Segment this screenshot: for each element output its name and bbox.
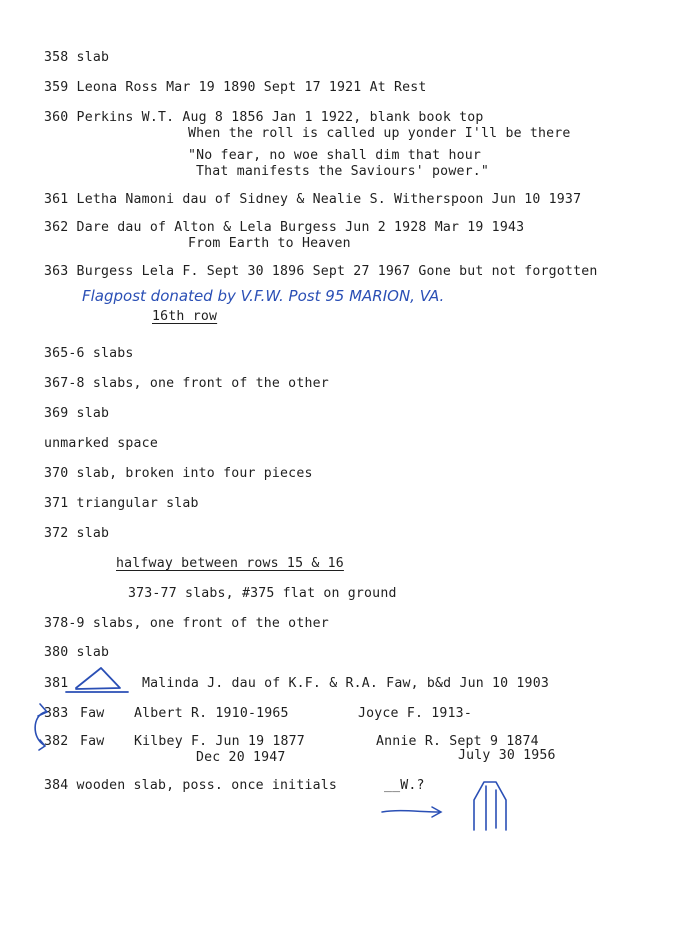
- entry-373-77: 373-77 slabs, #375 flat on ground: [128, 586, 397, 601]
- entry-382-number: 382: [44, 734, 69, 749]
- entry-363: 363 Burgess Lela F. Sept 30 1896 Sept 27 1967 Gone but not forgotten: [44, 264, 598, 279]
- entry-378-9: 378-9 slabs, one front of the other: [44, 616, 329, 631]
- entry-382-annie: Annie R. Sept 9 1874: [376, 734, 539, 749]
- entry-367-8: 367-8 slabs, one front of the other: [44, 376, 329, 391]
- halfway-heading: halfway between rows 15 & 16: [116, 556, 344, 571]
- entry-383-number: 383: [44, 706, 69, 721]
- swap-arrow-icon: [35, 704, 47, 750]
- entry-360: 360 Perkins W.T. Aug 8 1856 Jan 1 1922, blank book top: [44, 110, 484, 125]
- entry-369: 369 slab: [44, 406, 110, 421]
- entry-359: 359 Leona Ross Mar 19 1890 Sept 17 1921 At Rest: [44, 80, 427, 95]
- entry-360-line4: That manifests the Saviours' power.": [196, 164, 490, 179]
- entry-381-number: 381: [44, 676, 69, 691]
- entry-360-line2: When the roll is called up yonder I'll be there: [188, 126, 571, 141]
- entry-381-text: Malinda J. dau of K.F. & R.A. Faw, b&d Jun 10 1903: [142, 676, 549, 691]
- entry-360-line3: "No fear, no woe shall dim that hour: [188, 148, 482, 163]
- entry-362-line2: From Earth to Heaven: [188, 236, 351, 251]
- entry-371: 371 triangular slab: [44, 496, 199, 511]
- entry-362: 362 Dare dau of Alton & Lela Burgess Jun 2 1928 Mar 19 1943: [44, 220, 525, 235]
- entry-372: 372 slab: [44, 526, 110, 541]
- entry-383-surname: Faw: [80, 706, 105, 721]
- entry-382-surname: Faw: [80, 734, 105, 749]
- entry-380: 380 slab: [44, 645, 110, 660]
- entry-361: 361 Letha Namoni dau of Sidney & Nealie S. Witherspoon Jun 10 1937: [44, 192, 582, 207]
- entry-384: 384 wooden slab, poss. once initials: [44, 778, 338, 793]
- entry-382-kilbey-death: Dec 20 1947: [196, 750, 286, 765]
- entry-365-6: 365-6 slabs: [44, 346, 134, 361]
- entry-382-kilbey: Kilbey F. Jun 19 1877: [134, 734, 305, 749]
- unmarked-space: unmarked space: [44, 436, 158, 451]
- diamond-marker-icon: [66, 668, 128, 692]
- entry-358: 358 slab: [44, 50, 110, 65]
- entry-384-initials: __W.?: [384, 778, 425, 793]
- entry-382-annie-death: July 30 1956: [458, 748, 556, 763]
- entry-383-albert: Albert R. 1910-1965: [134, 706, 289, 721]
- right-arrow-icon: [382, 807, 441, 817]
- wooden-slab-sketch-icon: [474, 782, 506, 830]
- flagpost-handwritten-note: Flagpost donated by V.F.W. Post 95 MARION, VA.: [82, 287, 445, 305]
- row-heading-16: 16th row: [152, 309, 218, 324]
- entry-383-joyce: Joyce F. 1913-: [358, 706, 472, 721]
- entry-370: 370 slab, broken into four pieces: [44, 466, 313, 481]
